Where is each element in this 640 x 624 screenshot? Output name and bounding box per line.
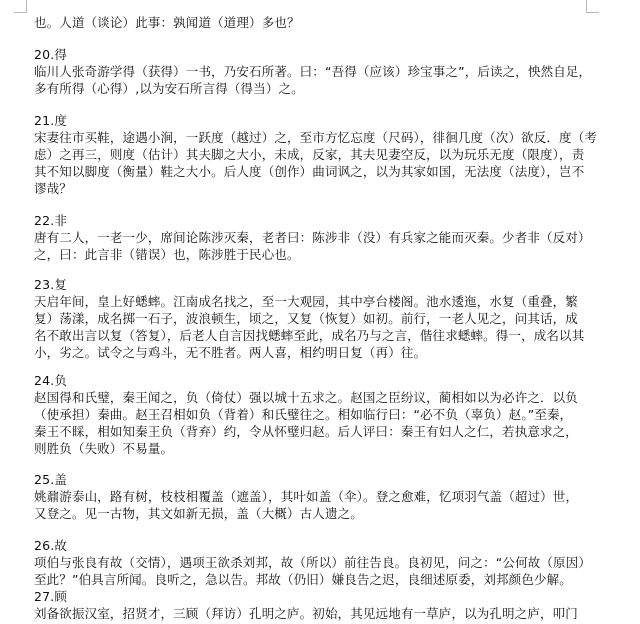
section-heading-24: 24.负 [34,373,67,388]
section-heading-26: 26.故 [34,538,67,553]
section-22-line: 之，曰：此言非（错误）也，陈涉胜于民心也。 [34,247,300,262]
section-21-line: 虑）之再三，则度（估计）其夫脚之大小，未成，反家，其夫见妻空反，以为玩乐无度（限度），责 [34,147,585,162]
section-23-line: 名不敢出言以复（答复），后老人自言因找蟋蟀至此，成名乃与之言，偕往求蟋蟀。得一，成名以其 [34,328,585,343]
section-27-line: 刘备欲振汉室，招贤才，三顾（拜访）孔明之庐。初始，其见远地有一草庐，以为孔明之庐，叩门 [34,606,578,621]
section-25-line: 姚鼐游泰山，路有树，枝枝相覆盖（遮盖），其叶如盖（伞）。登之愈难，忆项羽气盖（超过）世， [34,489,579,504]
section-24-line: 则胜负（失败）不易量。 [34,441,174,456]
top-line: 也。人道（谈论）此事：孰闻道（道理）多也？ [34,15,300,30]
section-heading-23: 23.复 [34,277,67,292]
section-26-line: 项伯与张良有故（交情），遇项王欲杀刘邦，故（所以）前往告良。良初见，问之：“公何故（原因） [34,555,591,570]
section-20-line: 临川人张奇游学得（获得）一书，乃安石所著。曰：“吾得（应该）珍宝事之”，后读之，怏然自足， [34,64,592,79]
section-21-line: 其不知以脚度（衡量）鞋之大小。后人度（创作）曲词讽之，以为其家如国，无法度（法度），岂不 [34,164,585,179]
section-23-line: 小，劣之。试令之与鸡斗，无不胜者。两人喜，相约明日复（再）往。 [34,345,427,360]
section-26-line: 至此？”伯具言所闻。良听之，急以告。邦故（仍旧）嫌良告之迟，良细述原委，刘邦颜色少解。 [34,572,572,587]
section-20-line: 多有所得（心得）,以为安石所言得（得当）之。 [34,81,304,96]
section-22-line: 唐有二人，一老一少，席间论陈涉灭秦，老者曰：陈涉非（没）有兵家之能而灭秦。少者非（反对） [34,230,591,245]
section-heading-25: 25.盖 [34,472,67,487]
section-24-line: （使承担）秦曲。赵王召相如负（背着）和氏璧往之。相如临行曰：“必不负（辜负）赵。”至秦， [34,407,573,422]
section-25-line: 又登之。见一古物，其文如新无损，盖（大概）古人遗之。 [34,506,363,521]
section-21-line: 宋妻往市买鞋，途遇小涧，一跃度（越过）之，至市方忆忘度（尺码），徘徊几度（次）欲反．度（考 [34,130,598,145]
left-margin-corner-mark [14,0,27,13]
section-heading-20: 20.得 [34,47,67,62]
section-24-line: 秦王不睬，相如知秦王负（背弃）约，令从怀璧归赵。后人评曰：秦王有妇人之仁，若执意求之， [34,424,578,439]
section-23-line: 复）荡漾，成名掷一石子，波浪顿生，顷之，又复（恢复）如初。前行，一老人见之，问其话，成 [34,311,578,326]
section-21-line: 谬哉？ [34,181,72,196]
section-heading-22: 22.非 [34,213,67,228]
section-heading-27: 27.顾 [34,589,67,604]
section-heading-21: 21.度 [34,113,67,128]
section-23-line: 天启年间，皇上好蟋蟀。江南成名找之，至一大观园，其中亭台楼阁。池水逶迤，水复（重叠，繁 [34,294,578,309]
section-24-line: 赵国得和氏璧，秦王闻之，负（倚仗）强以城十五求之。赵国之臣纷议，蔺相如以为必许之．以负 [34,390,578,405]
right-margin-corner-mark [586,0,599,13]
